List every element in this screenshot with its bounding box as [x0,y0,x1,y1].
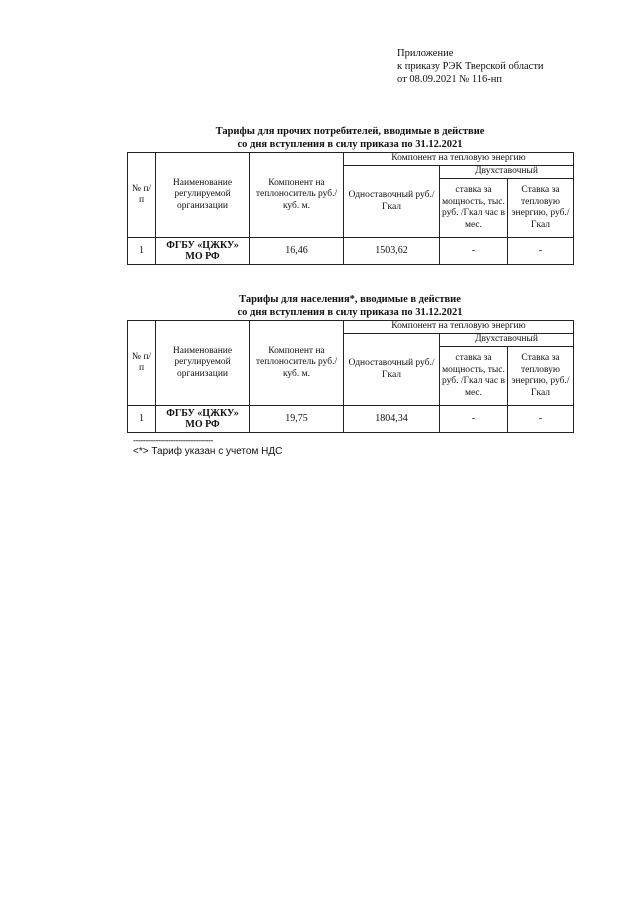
table-2-title-line-2: со дня вступления в силу приказа по 31.12.2021 [237,306,463,318]
header-energy-rate: Ставка за тепловую энергию, руб./Гкал [508,179,574,238]
header-coolant: Компонент на теплоноситель руб./куб. м. [250,153,344,238]
header-heat-component: Компонент на тепловую энергию [344,321,574,334]
cell-capacity-rate: - [440,238,508,265]
cell-num: 1 [128,238,156,265]
table-1-title-line-1: Тарифы для прочих потребителей, вводимые в действие [215,126,485,137]
header-heat-component: Компонент на тепловую энергию [344,153,574,166]
header-two-rate: Двухставочный [440,334,574,347]
footnote-text: <*> Тариф указан с учетом НДС [133,446,283,457]
header-org-name: Наименование регулируемой организации [156,321,250,406]
header-single-rate: Одноставочный руб./Гкал [344,166,440,238]
header-capacity-rate: ставка за мощность, тыс. руб. /Гкал час в мес. [440,179,508,238]
cell-coolant: 16,46 [250,238,344,265]
appendix-line-2: к приказу РЭК Тверской области [397,61,544,72]
cell-org-name: ФГБУ «ЦЖКУ» МО РФ [156,238,250,265]
table-row [128,238,574,265]
appendix-line-1: Приложение [397,48,454,59]
cell-org-name: ФГБУ «ЦЖКУ» МО РФ [156,406,250,433]
table-2-title [120,294,580,319]
table-2-title-line-1: Тарифы для населения*, вводимые в действие [239,294,461,305]
appendix-header [397,47,544,86]
header-capacity-rate: ставка за мощность, тыс. руб. /Гкал час в мес. [440,347,508,406]
cell-capacity-rate: - [440,406,508,433]
cell-energy-rate: - [508,406,574,433]
table-1-title [120,126,580,151]
appendix-line-3: от 08.09.2021 № 116-нп [397,74,502,85]
table-row [128,406,574,433]
cell-num: 1 [128,406,156,433]
tariff-table-2 [127,320,574,433]
footnote-separator: -------------------------------- [133,435,213,445]
cell-coolant: 19,75 [250,406,344,433]
cell-energy-rate: - [508,238,574,265]
tariff-table-1 [127,152,574,265]
cell-single-rate: 1503,62 [344,238,440,265]
cell-single-rate: 1804,34 [344,406,440,433]
header-num: № п/п [128,321,156,406]
header-org-name: Наименование регулируемой организации [156,153,250,238]
header-coolant: Компонент на теплоноситель руб./куб. м. [250,321,344,406]
header-two-rate: Двухставочный [440,166,574,179]
header-energy-rate: Ставка за тепловую энергию, руб./Гкал [508,347,574,406]
table-1-title-line-2: со дня вступления в силу приказа по 31.12.2021 [237,138,463,150]
header-single-rate: Одноставочный руб./Гкал [344,334,440,406]
header-num: № п/п [128,153,156,238]
